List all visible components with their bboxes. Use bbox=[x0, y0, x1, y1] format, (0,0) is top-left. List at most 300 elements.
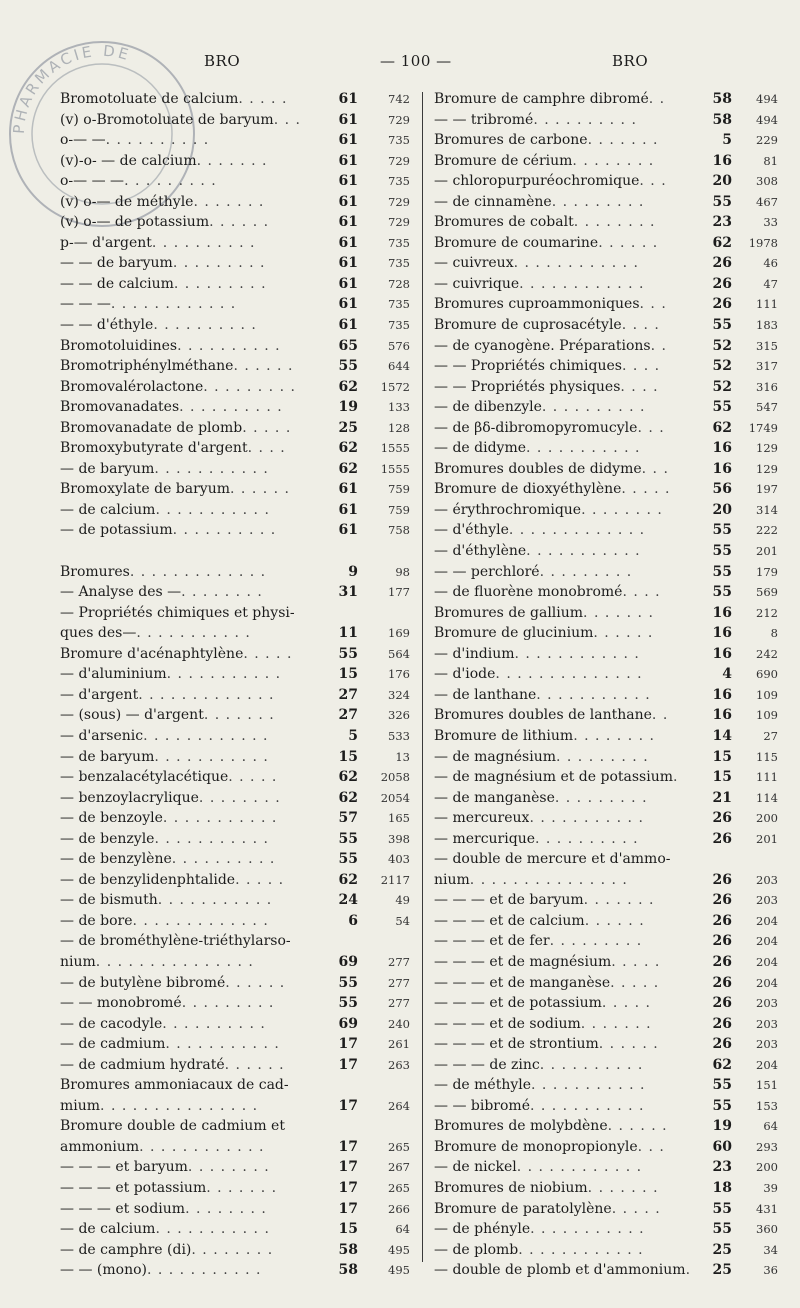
entry-volume: 15 bbox=[338, 666, 358, 683]
entry-text: — d'arsenic bbox=[60, 727, 144, 744]
entry-volume: 15 bbox=[338, 1221, 358, 1238]
index-entry bbox=[434, 747, 778, 768]
entry-volume: 26 bbox=[712, 995, 732, 1012]
entry-volume: 62 bbox=[338, 871, 358, 888]
entry-text: — de cinnamène bbox=[434, 193, 552, 210]
index-entry bbox=[60, 562, 408, 583]
entry-leader-dots: . . . . . . . . . . . bbox=[526, 543, 641, 560]
entry-page: 2117 bbox=[380, 872, 410, 887]
entry-text: — — (mono) bbox=[60, 1262, 147, 1279]
entry-volume: 26 bbox=[712, 892, 732, 909]
index-entry bbox=[434, 931, 778, 952]
entry-text: Bromure double de cadmium et bbox=[60, 1118, 285, 1135]
index-entry bbox=[434, 541, 778, 562]
entry-leader-dots: . . . . . . . . . . bbox=[171, 851, 276, 868]
entry-page: 81 bbox=[763, 153, 778, 168]
entry-page: 735 bbox=[388, 318, 410, 333]
entry-text: — — Propriétés physiques bbox=[434, 378, 621, 395]
index-entry bbox=[60, 274, 408, 295]
entry-text: Bromotriphénylméthane bbox=[60, 358, 234, 375]
entry-page: 1555 bbox=[380, 461, 410, 476]
index-entry bbox=[434, 110, 778, 131]
entry-volume: 61 bbox=[338, 152, 358, 169]
entry-leader-dots: . . . . bbox=[622, 584, 661, 601]
entry-leader-dots: . . . . . . . . . . bbox=[533, 111, 637, 128]
index-entry bbox=[60, 418, 408, 439]
index-entry bbox=[60, 541, 408, 562]
entry-volume: 26 bbox=[712, 255, 732, 272]
index-entry bbox=[434, 1116, 778, 1137]
entry-leader-dots: . . . bbox=[273, 111, 301, 128]
index-entry bbox=[60, 520, 408, 541]
entry-text: — Propriétés chimiques et physi- bbox=[60, 604, 295, 621]
entry-volume: 20 bbox=[712, 501, 732, 518]
entry-volume: 62 bbox=[338, 378, 358, 395]
entry-leader-dots: . . . . . . bbox=[584, 912, 645, 929]
entry-volume: 31 bbox=[338, 584, 358, 601]
entry-volume: 5 bbox=[722, 132, 732, 149]
index-entry bbox=[434, 356, 778, 377]
entry-leader-dots: . . bbox=[650, 337, 667, 354]
entry-page: 533 bbox=[388, 728, 410, 743]
entry-text: — — — et de manganèse bbox=[434, 974, 611, 991]
entry-text: — — — et de sodium bbox=[434, 1015, 581, 1032]
entry-leader-dots: . . . . . . . . . . . bbox=[136, 625, 251, 642]
index-entry bbox=[434, 726, 778, 747]
entry-leader-dots: . . . . . . . . . . . . . bbox=[508, 522, 646, 539]
index-entry bbox=[60, 171, 408, 192]
entry-page: 8 bbox=[770, 626, 778, 641]
index-entry bbox=[434, 294, 778, 315]
index-entry bbox=[60, 664, 408, 685]
entry-volume: 14 bbox=[712, 727, 732, 744]
entry-text: Bromotoluidines bbox=[60, 337, 178, 354]
entry-leader-dots: . . . . . . . . . bbox=[556, 748, 649, 765]
header-page-number: — 100 — bbox=[380, 52, 452, 70]
entry-leader-dots: . . . . . . . . . . . bbox=[529, 810, 644, 827]
entry-text: — — — et de magnésium bbox=[434, 953, 612, 970]
index-entry bbox=[434, 397, 778, 418]
entry-page: 109 bbox=[756, 687, 778, 702]
entry-text: Bromure de paratolylène bbox=[434, 1200, 612, 1217]
entry-text: — — — bbox=[60, 296, 111, 313]
index-entry bbox=[60, 931, 408, 952]
entry-volume: 16 bbox=[712, 460, 732, 477]
entry-text: — cuivrique bbox=[434, 275, 520, 292]
index-entry bbox=[60, 767, 408, 788]
entry-leader-dots: . . . . . . . . . . . . bbox=[518, 1241, 644, 1258]
index-entry bbox=[434, 664, 778, 685]
entry-text: (v)-o- — de calcium bbox=[60, 152, 197, 169]
entry-page: 264 bbox=[388, 1098, 410, 1113]
entry-volume: 55 bbox=[712, 543, 732, 560]
entry-text: Bromotoluate de calcium bbox=[60, 91, 239, 107]
entry-page: 201 bbox=[756, 831, 778, 846]
entry-page: 324 bbox=[388, 687, 410, 702]
entry-page: 240 bbox=[388, 1016, 410, 1031]
entry-page: 317 bbox=[756, 359, 778, 374]
entry-volume: 17 bbox=[338, 1138, 358, 1155]
index-entry bbox=[434, 890, 778, 911]
entry-text: — mercurique bbox=[434, 830, 535, 847]
entry-leader-dots: . . . bbox=[641, 460, 669, 477]
entry-text: — de plomb bbox=[434, 1241, 519, 1258]
entry-volume: 25 bbox=[338, 419, 358, 436]
entry-text: — de baryum bbox=[60, 460, 155, 477]
entry-page: 109 bbox=[756, 708, 778, 723]
entry-page: 277 bbox=[388, 954, 410, 969]
entry-page: 176 bbox=[388, 667, 410, 682]
entry-volume: 61 bbox=[338, 275, 358, 292]
entry-leader-dots: . . . . . . . . . . . . bbox=[514, 645, 640, 662]
index-entry bbox=[434, 479, 778, 500]
entry-page: 39 bbox=[763, 1180, 778, 1195]
entry-page: 495 bbox=[388, 1242, 410, 1257]
index-entry bbox=[434, 1075, 778, 1096]
entry-leader-dots: . . . . . . . . . . . bbox=[530, 1221, 645, 1238]
entry-leader-dots: . . . . . . . . . . . bbox=[154, 830, 269, 847]
index-entry bbox=[434, 233, 778, 254]
entry-leader-dots: . . . . . . . . . . . bbox=[155, 1221, 270, 1238]
entry-volume: 26 bbox=[712, 810, 732, 827]
entry-volume: 62 bbox=[712, 234, 732, 251]
entry-leader-dots: . . . . . . . . . . . . bbox=[519, 275, 645, 292]
entry-text: — d'argent bbox=[60, 686, 139, 703]
index-entry bbox=[60, 1260, 408, 1281]
index-entry bbox=[434, 1260, 778, 1281]
entry-volume: 62 bbox=[338, 789, 358, 806]
entry-page: 34 bbox=[763, 1242, 778, 1257]
entry-volume: 26 bbox=[712, 871, 732, 888]
entry-volume: 19 bbox=[712, 1118, 732, 1135]
entry-leader-dots: . . . . . . . . . . bbox=[151, 234, 256, 251]
entry-page: 47 bbox=[763, 276, 778, 291]
entry-text: Bromures bbox=[60, 563, 130, 580]
index-entry bbox=[60, 808, 408, 829]
entry-page: 111 bbox=[756, 297, 778, 312]
entry-page: 36 bbox=[763, 1263, 778, 1278]
entry-page: 398 bbox=[388, 831, 410, 846]
entry-leader-dots: . . . . . . . . bbox=[185, 1200, 267, 1217]
entry-text: — de benzyle bbox=[60, 830, 155, 847]
entry-text: nium bbox=[434, 871, 470, 888]
entry-text: — de butylène bibromé bbox=[60, 974, 226, 991]
entry-leader-dots: . . . . . . bbox=[209, 214, 270, 231]
entry-volume: 21 bbox=[712, 789, 732, 806]
entry-volume: 16 bbox=[712, 707, 732, 724]
index-entry bbox=[60, 890, 408, 911]
entry-page: 203 bbox=[756, 1037, 778, 1052]
entry-volume: 55 bbox=[712, 1077, 732, 1094]
entry-leader-dots: . . . . . . . bbox=[583, 892, 655, 909]
entry-leader-dots: . . . bbox=[637, 1138, 665, 1155]
entry-volume: 26 bbox=[712, 974, 732, 991]
entry-text: Bromovanadates bbox=[60, 399, 180, 416]
entry-volume: 24 bbox=[338, 892, 358, 909]
index-entry bbox=[60, 315, 408, 336]
index-entry bbox=[60, 685, 408, 706]
entry-leader-dots: . . . . . . . bbox=[196, 152, 268, 169]
entry-leader-dots: . . . . . bbox=[611, 953, 661, 970]
index-entry bbox=[60, 1199, 408, 1220]
index-entry bbox=[434, 582, 778, 603]
entry-leader-dots: . . . . . bbox=[228, 769, 278, 786]
entry-text: — de potassium bbox=[60, 522, 173, 539]
entry-volume: 62 bbox=[338, 440, 358, 457]
entry-text: Bromure de dioxyéthylène bbox=[434, 481, 622, 498]
entry-text: — de magnésium bbox=[434, 748, 556, 765]
entry-page: 728 bbox=[388, 276, 410, 291]
entry-leader-dots: . . . . . . . . . . . . . . . bbox=[100, 1097, 259, 1114]
entry-volume: 17 bbox=[338, 1056, 358, 1073]
entry-page: 1749 bbox=[748, 420, 778, 435]
entry-volume: 55 bbox=[338, 974, 358, 991]
entry-leader-dots: . . . . . . . . bbox=[187, 1159, 270, 1176]
entry-text: — de lanthane bbox=[434, 686, 537, 703]
index-entry bbox=[434, 151, 778, 172]
stamp-text: PHARMACIE DE bbox=[9, 41, 134, 135]
entry-leader-dots: . . . . . . . bbox=[203, 707, 275, 724]
entry-text: Bromures de carbone bbox=[434, 132, 588, 149]
entry-page: 1572 bbox=[380, 379, 410, 394]
entry-leader-dots: . . . . . . . . . . . bbox=[165, 1036, 280, 1053]
index-entry bbox=[434, 1137, 778, 1158]
page-header bbox=[0, 52, 800, 76]
index-entry bbox=[60, 1219, 408, 1240]
entry-leader-dots: . . . . . . . . bbox=[181, 584, 263, 601]
entry-text: ques des— bbox=[60, 625, 137, 642]
entry-page: 27 bbox=[763, 728, 778, 743]
entry-leader-dots: . bbox=[685, 1262, 692, 1279]
entry-text: Bromures doubles de didyme bbox=[434, 460, 642, 477]
index-entry bbox=[60, 356, 408, 377]
entry-leader-dots: . bbox=[673, 769, 679, 786]
entry-text: — de méthyle bbox=[434, 1077, 532, 1094]
entry-volume: 5 bbox=[348, 727, 358, 744]
entry-leader-dots: . . . . . bbox=[601, 995, 651, 1012]
entry-volume: 61 bbox=[338, 132, 358, 149]
index-entry bbox=[60, 336, 408, 357]
entry-leader-dots: . . . . . . . . . . . bbox=[526, 440, 641, 457]
entry-text: — de calcium bbox=[60, 1221, 156, 1238]
entry-volume: 58 bbox=[712, 111, 732, 128]
entry-text: ammonium bbox=[60, 1138, 140, 1155]
entry-page: 326 bbox=[388, 708, 410, 723]
entry-leader-dots: . . . . . . . . . . . bbox=[166, 666, 282, 683]
entry-volume: 55 bbox=[712, 584, 732, 601]
entry-leader-dots: . . . . . . bbox=[230, 481, 290, 498]
entry-text: — chloropurpuréochromique bbox=[434, 173, 640, 190]
entry-leader-dots: . . . . . . bbox=[598, 1036, 659, 1053]
index-entry bbox=[60, 500, 408, 521]
entry-volume: 17 bbox=[338, 1179, 358, 1196]
entry-leader-dots: . . . . . . . . . . . bbox=[154, 460, 269, 477]
index-entry bbox=[434, 438, 778, 459]
entry-text: — double de mercure et d'ammo- bbox=[434, 851, 671, 868]
entry-leader-dots: . . . . . . bbox=[593, 625, 654, 642]
entry-page: 547 bbox=[756, 400, 778, 415]
index-entry bbox=[434, 849, 774, 870]
entry-text: Bromure de monopropionyle bbox=[434, 1138, 638, 1155]
entry-page: 360 bbox=[756, 1222, 778, 1237]
entry-page: 2058 bbox=[380, 770, 410, 785]
entry-page: 759 bbox=[388, 502, 410, 517]
index-entry bbox=[60, 1034, 408, 1055]
entry-leader-dots: . . . . . . . bbox=[206, 1179, 278, 1196]
entry-volume: 69 bbox=[338, 1015, 358, 1032]
entry-page: 129 bbox=[756, 461, 778, 476]
entry-page: 128 bbox=[388, 420, 410, 435]
entry-page: 467 bbox=[756, 194, 778, 209]
entry-volume: 55 bbox=[338, 645, 358, 662]
entry-page: 203 bbox=[756, 872, 778, 887]
entry-volume: 26 bbox=[712, 953, 732, 970]
entry-page: 758 bbox=[388, 523, 410, 538]
entry-text: — benzoylacrylique bbox=[60, 789, 199, 806]
entry-page: 735 bbox=[388, 256, 410, 271]
entry-page: 293 bbox=[756, 1139, 778, 1154]
entry-text: Bromovanadate de plomb bbox=[60, 419, 243, 436]
index-entry bbox=[434, 377, 778, 398]
entry-leader-dots: . . . . . . . . . . . bbox=[529, 1097, 645, 1114]
entry-page: 495 bbox=[388, 1263, 410, 1278]
entry-leader-dots: . . . . . . . . . . . . bbox=[513, 255, 639, 272]
entry-volume: 26 bbox=[712, 1036, 732, 1053]
index-entry bbox=[434, 418, 778, 439]
entry-leader-dots: . . . . . . . . . bbox=[551, 193, 645, 210]
entry-text: Bromure de coumarine bbox=[434, 234, 599, 251]
index-entry bbox=[434, 336, 778, 357]
entry-text: — de bismuth bbox=[60, 892, 158, 909]
entry-page: 315 bbox=[756, 338, 778, 353]
index-entry bbox=[434, 459, 778, 480]
entry-page: 2054 bbox=[380, 790, 410, 805]
entry-page: 204 bbox=[756, 1057, 778, 1072]
entry-text: — d'indium bbox=[434, 645, 515, 662]
index-entry bbox=[434, 808, 778, 829]
index-entry bbox=[60, 705, 408, 726]
entry-volume: 15 bbox=[712, 748, 732, 765]
entry-leader-dots: . . . . . bbox=[238, 91, 288, 107]
entry-volume: 55 bbox=[712, 1200, 732, 1217]
index-entry bbox=[434, 1055, 778, 1076]
entry-page: 494 bbox=[756, 112, 778, 127]
entry-text: Bromovalérolactone bbox=[60, 378, 204, 395]
entry-leader-dots: . . . . . . . . . . . . . bbox=[129, 563, 267, 580]
entry-volume: 16 bbox=[712, 686, 732, 703]
entry-page: 316 bbox=[756, 379, 778, 394]
entry-text: — mercureux bbox=[434, 810, 530, 827]
entry-page: 735 bbox=[388, 297, 410, 312]
entry-text: — — monobromé bbox=[60, 995, 182, 1012]
entry-leader-dots: . . . . . . . . . . bbox=[162, 1015, 266, 1032]
entry-page: 265 bbox=[388, 1180, 410, 1195]
entry-leader-dots: . . . . . . . . . . . . bbox=[516, 1159, 643, 1176]
entry-volume: 61 bbox=[338, 317, 358, 334]
entry-text: Bromures cuproammoniques bbox=[434, 296, 640, 313]
entry-text: — de phényle bbox=[434, 1221, 531, 1238]
entry-text: — érythrochromique bbox=[434, 501, 582, 518]
entry-volume: 16 bbox=[712, 625, 732, 642]
entry-page: 222 bbox=[756, 523, 778, 538]
entry-page: 197 bbox=[756, 482, 778, 497]
entry-volume: 62 bbox=[338, 460, 358, 477]
entry-text: — — bibromé bbox=[434, 1097, 530, 1114]
entry-text: — de dibenzyle bbox=[434, 399, 542, 416]
index-entry bbox=[60, 829, 408, 850]
entry-volume: 20 bbox=[712, 173, 732, 190]
index-entry bbox=[60, 1178, 408, 1199]
entry-page: 431 bbox=[756, 1201, 778, 1216]
entry-text: — — Propriétés chimiques bbox=[434, 358, 622, 375]
index-entry bbox=[60, 459, 408, 480]
entry-volume: 58 bbox=[712, 91, 732, 107]
entry-leader-dots: . . . . . . . . . bbox=[181, 995, 275, 1012]
entry-volume: 62 bbox=[712, 419, 732, 436]
entry-volume: 16 bbox=[712, 604, 732, 621]
entry-leader-dots: . . . . . . bbox=[224, 1056, 285, 1073]
entry-leader-dots: . . . . . . . . . . . . bbox=[110, 296, 237, 313]
entry-page: 98 bbox=[395, 564, 410, 579]
entry-volume: 23 bbox=[712, 214, 732, 231]
index-entry bbox=[434, 623, 778, 644]
entry-text: — de cadmium bbox=[60, 1036, 166, 1053]
entry-text: — de magnésium et de potassium bbox=[434, 769, 673, 786]
entry-leader-dots: . . . . . . . . . . bbox=[179, 399, 283, 416]
entry-volume: 16 bbox=[712, 645, 732, 662]
entry-volume: 61 bbox=[338, 173, 358, 190]
entry-leader-dots: . . . . . . . . . bbox=[554, 789, 648, 806]
entry-text: — — — et de potassium bbox=[434, 995, 602, 1012]
entry-volume: 61 bbox=[338, 91, 358, 107]
entry-text: — de cadmium hydraté bbox=[60, 1056, 225, 1073]
index-entry bbox=[60, 1096, 408, 1117]
entry-leader-dots: . . . . . . . . . . bbox=[153, 317, 257, 334]
entry-page: 179 bbox=[756, 564, 778, 579]
entry-leader-dots: . . . . . . . . . bbox=[549, 933, 643, 950]
entry-volume: 55 bbox=[712, 317, 732, 334]
entry-volume: 52 bbox=[712, 358, 732, 375]
entry-volume: 17 bbox=[338, 1200, 358, 1217]
entry-page: 165 bbox=[388, 811, 410, 826]
entry-volume: 52 bbox=[712, 378, 732, 395]
entry-text: Bromure de lithium bbox=[434, 727, 574, 744]
index-entry bbox=[434, 1199, 778, 1220]
entry-leader-dots: . . . . . . . bbox=[193, 193, 265, 210]
index-entry bbox=[434, 788, 778, 809]
entry-volume: 65 bbox=[338, 337, 358, 354]
entry-text: — de camphre (di) bbox=[60, 1241, 192, 1258]
header-right: BRO bbox=[612, 52, 649, 70]
entry-page: 177 bbox=[388, 585, 410, 600]
entry-text: — — perchloré bbox=[434, 563, 540, 580]
entry-page: 183 bbox=[756, 318, 778, 333]
entry-volume: 56 bbox=[712, 481, 732, 498]
entry-page: 64 bbox=[395, 1222, 410, 1237]
entry-volume: 61 bbox=[338, 214, 358, 231]
entry-page: 569 bbox=[756, 585, 778, 600]
entry-leader-dots: . . . . . . . . . . bbox=[105, 132, 210, 149]
entry-text: — de didyme bbox=[434, 440, 527, 457]
entry-page: 204 bbox=[756, 975, 778, 990]
index-entry bbox=[434, 130, 778, 151]
entry-leader-dots: . . . . . . . . . . . bbox=[536, 686, 651, 703]
entry-volume: 55 bbox=[712, 399, 732, 416]
entry-leader-dots: . . . . . . . . . . bbox=[539, 1056, 644, 1073]
entry-text: — — de calcium bbox=[60, 275, 174, 292]
entry-text: — — — et de strontium bbox=[434, 1036, 599, 1053]
entry-volume: 15 bbox=[712, 769, 732, 786]
